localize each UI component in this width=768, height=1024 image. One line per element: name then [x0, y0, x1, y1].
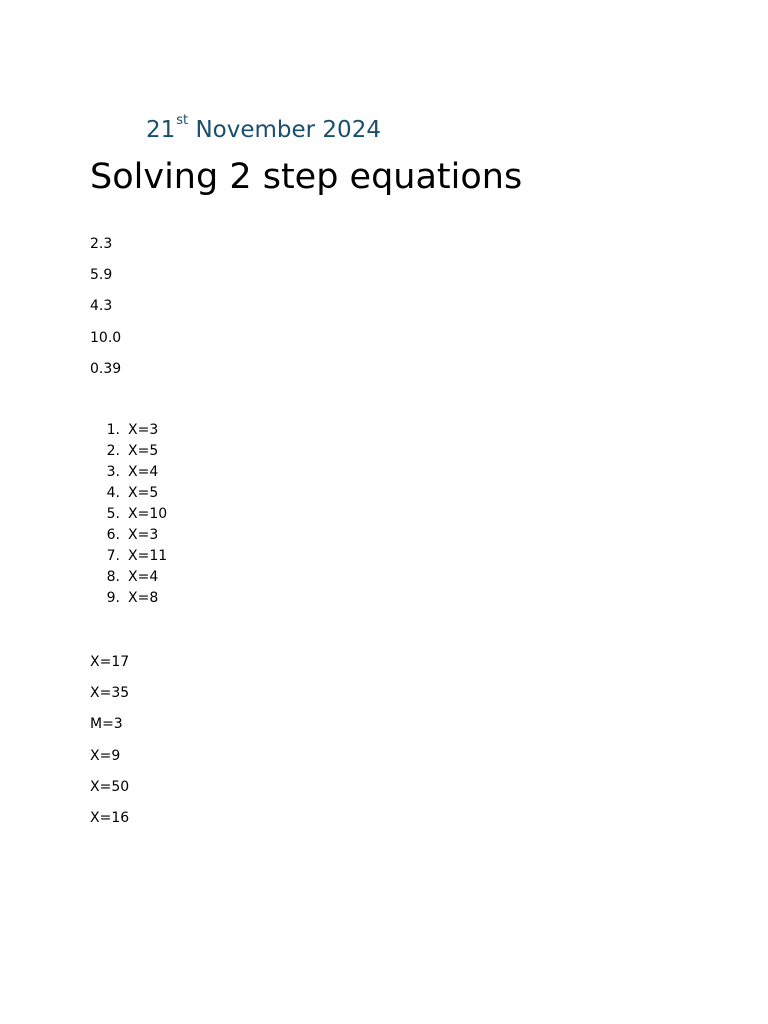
list-item-text: X=5: [128, 485, 159, 501]
date-month-year: November 2024: [188, 117, 381, 143]
list-item: X=9: [90, 747, 121, 764]
list-number: 2.: [106, 443, 120, 459]
numbered-list-item: [90, 525, 167, 546]
date-ordinal-suffix: st: [176, 113, 189, 128]
list-item: X=16: [90, 809, 130, 826]
list-item-text: X=4: [128, 569, 159, 585]
list-item: 5.9: [90, 267, 113, 284]
list-item: M=3: [90, 716, 123, 733]
list-item-text: X=3: [128, 422, 159, 438]
list-item-text: X=5: [128, 443, 159, 459]
numbered-list-item: [90, 567, 167, 588]
answer-list-decimals: [90, 232, 121, 388]
list-number: 6.: [106, 527, 120, 543]
numbered-list-item: [90, 504, 167, 525]
date-day: 21: [146, 117, 176, 143]
document-title: Solving 2 step equations: [90, 157, 523, 197]
list-item: 0.39: [90, 360, 122, 377]
list-number: 8.: [106, 569, 120, 585]
list-item: 4.3: [90, 298, 113, 315]
list-item: 10.0: [90, 329, 122, 346]
numbered-list-item: [90, 441, 167, 462]
numbered-list-item: [90, 588, 167, 609]
numbered-list-item: [90, 420, 167, 441]
answer-list-equations: [90, 650, 129, 837]
list-number: 5.: [106, 506, 120, 522]
list-number: 1.: [106, 422, 120, 438]
list-item-text: X=8: [128, 590, 159, 606]
list-number: 4.: [106, 485, 120, 501]
list-item-text: X=3: [128, 527, 159, 543]
list-item: X=35: [90, 685, 130, 702]
document-date: [146, 114, 381, 146]
list-item: X=50: [90, 778, 130, 795]
list-number: 7.: [106, 548, 120, 564]
list-item: X=17: [90, 654, 130, 670]
numbered-list-item: [90, 462, 167, 483]
numbered-list-item: [90, 546, 167, 567]
answer-list-numbered: [90, 420, 167, 609]
numbered-list-item: [90, 483, 167, 504]
list-item-text: X=4: [128, 464, 159, 480]
list-item-text: X=11: [128, 548, 168, 564]
list-item-text: X=10: [128, 506, 168, 522]
list-number: 3.: [106, 464, 120, 480]
list-number: 9.: [106, 590, 120, 606]
list-item: 2.3: [90, 236, 113, 252]
